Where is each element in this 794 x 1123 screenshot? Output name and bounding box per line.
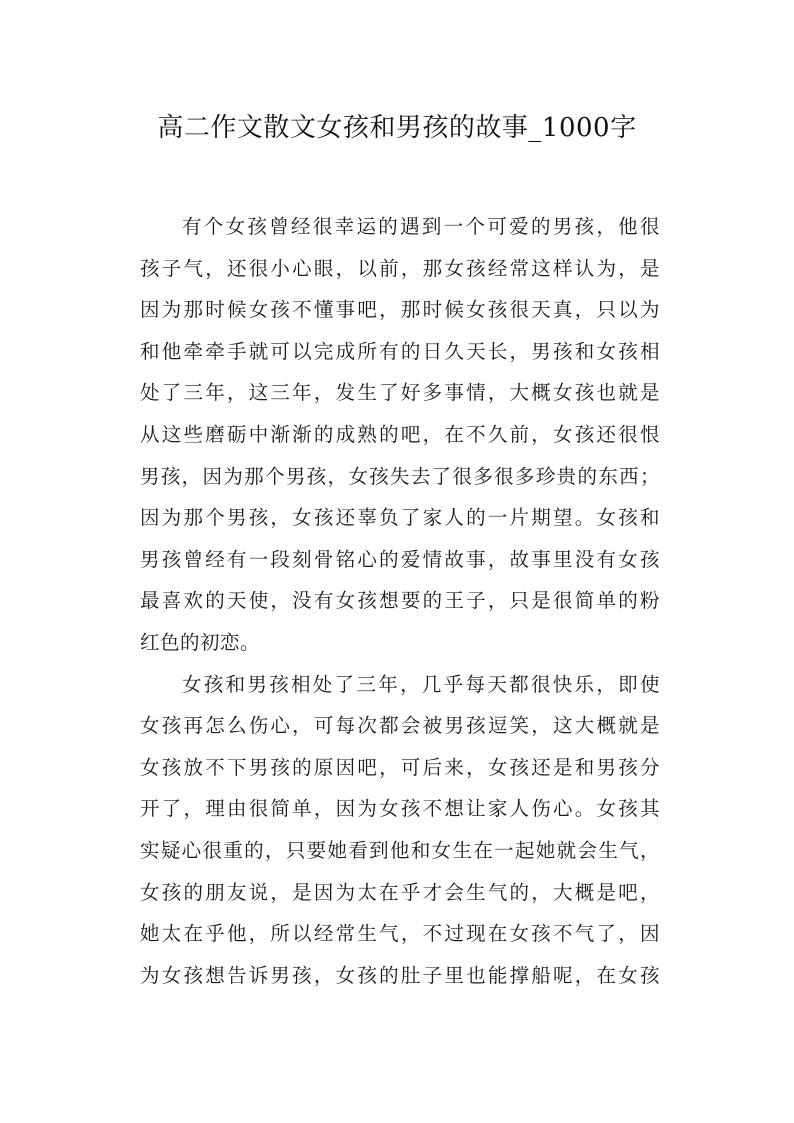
text-line: 孩子气，还很小心眼，以前，那女孩经常这样认为，是: [140, 256, 660, 280]
paragraph-1: [140, 206, 660, 664]
text-line: 实疑心很重的，只要她看到他和女生在一起她就会生气，: [140, 838, 660, 862]
text-line: 最喜欢的天使，没有女孩想要的王子，只是很简单的粉: [140, 589, 660, 613]
document-body: [140, 206, 660, 996]
text-line: 和他牵牵手就可以完成所有的日久天长，男孩和女孩相: [140, 339, 660, 363]
document-title: 高二作文散文女孩和男孩的故事_1000字: [157, 113, 637, 143]
text-line: 因为那时候女孩不懂事吧，那时候女孩很天真，只以为: [140, 298, 660, 322]
text-line: 红色的初恋。: [140, 630, 261, 654]
text-line: 有个女孩曾经很幸运的遇到一个可爱的男孩，他很: [182, 215, 660, 238]
text-line: 男孩曾经有一段刻骨铭心的爱情故事，故事里没有女孩: [140, 547, 660, 571]
text-line: 她太在乎他，所以经常生气，不过现在女孩不气了，因: [140, 922, 660, 946]
text-line: 女孩和男孩相处了三年，几乎每天都很快乐，即使: [182, 672, 660, 696]
text-line: 为女孩想告诉男孩，女孩的肚子里也能撑船呢，在女孩: [140, 963, 660, 987]
paragraph-2: [140, 664, 660, 997]
text-line: 女孩的朋友说，是因为太在乎才会生气的，大概是吧，: [140, 880, 660, 904]
text-line: 开了，理由很简单，因为女孩不想让家人伤心。女孩其: [140, 797, 660, 821]
text-line: 从这些磨砺中渐渐的成熟的吧，在不久前，女孩还很恨: [140, 422, 660, 446]
text-line: 女孩放不下男孩的原因吧，可后来，女孩还是和男孩分: [140, 755, 660, 779]
text-line: 男孩，因为那个男孩，女孩失去了很多很多珍贵的东西；: [140, 464, 660, 488]
text-line: 因为那个男孩，女孩还辜负了家人的一片期望。女孩和: [140, 506, 660, 530]
text-line: 处了三年，这三年，发生了好多事情，大概女孩也就是: [140, 381, 660, 405]
text-line: 女孩再怎么伤心，可每次都会被男孩逗笑，这大概就是: [140, 714, 660, 738]
